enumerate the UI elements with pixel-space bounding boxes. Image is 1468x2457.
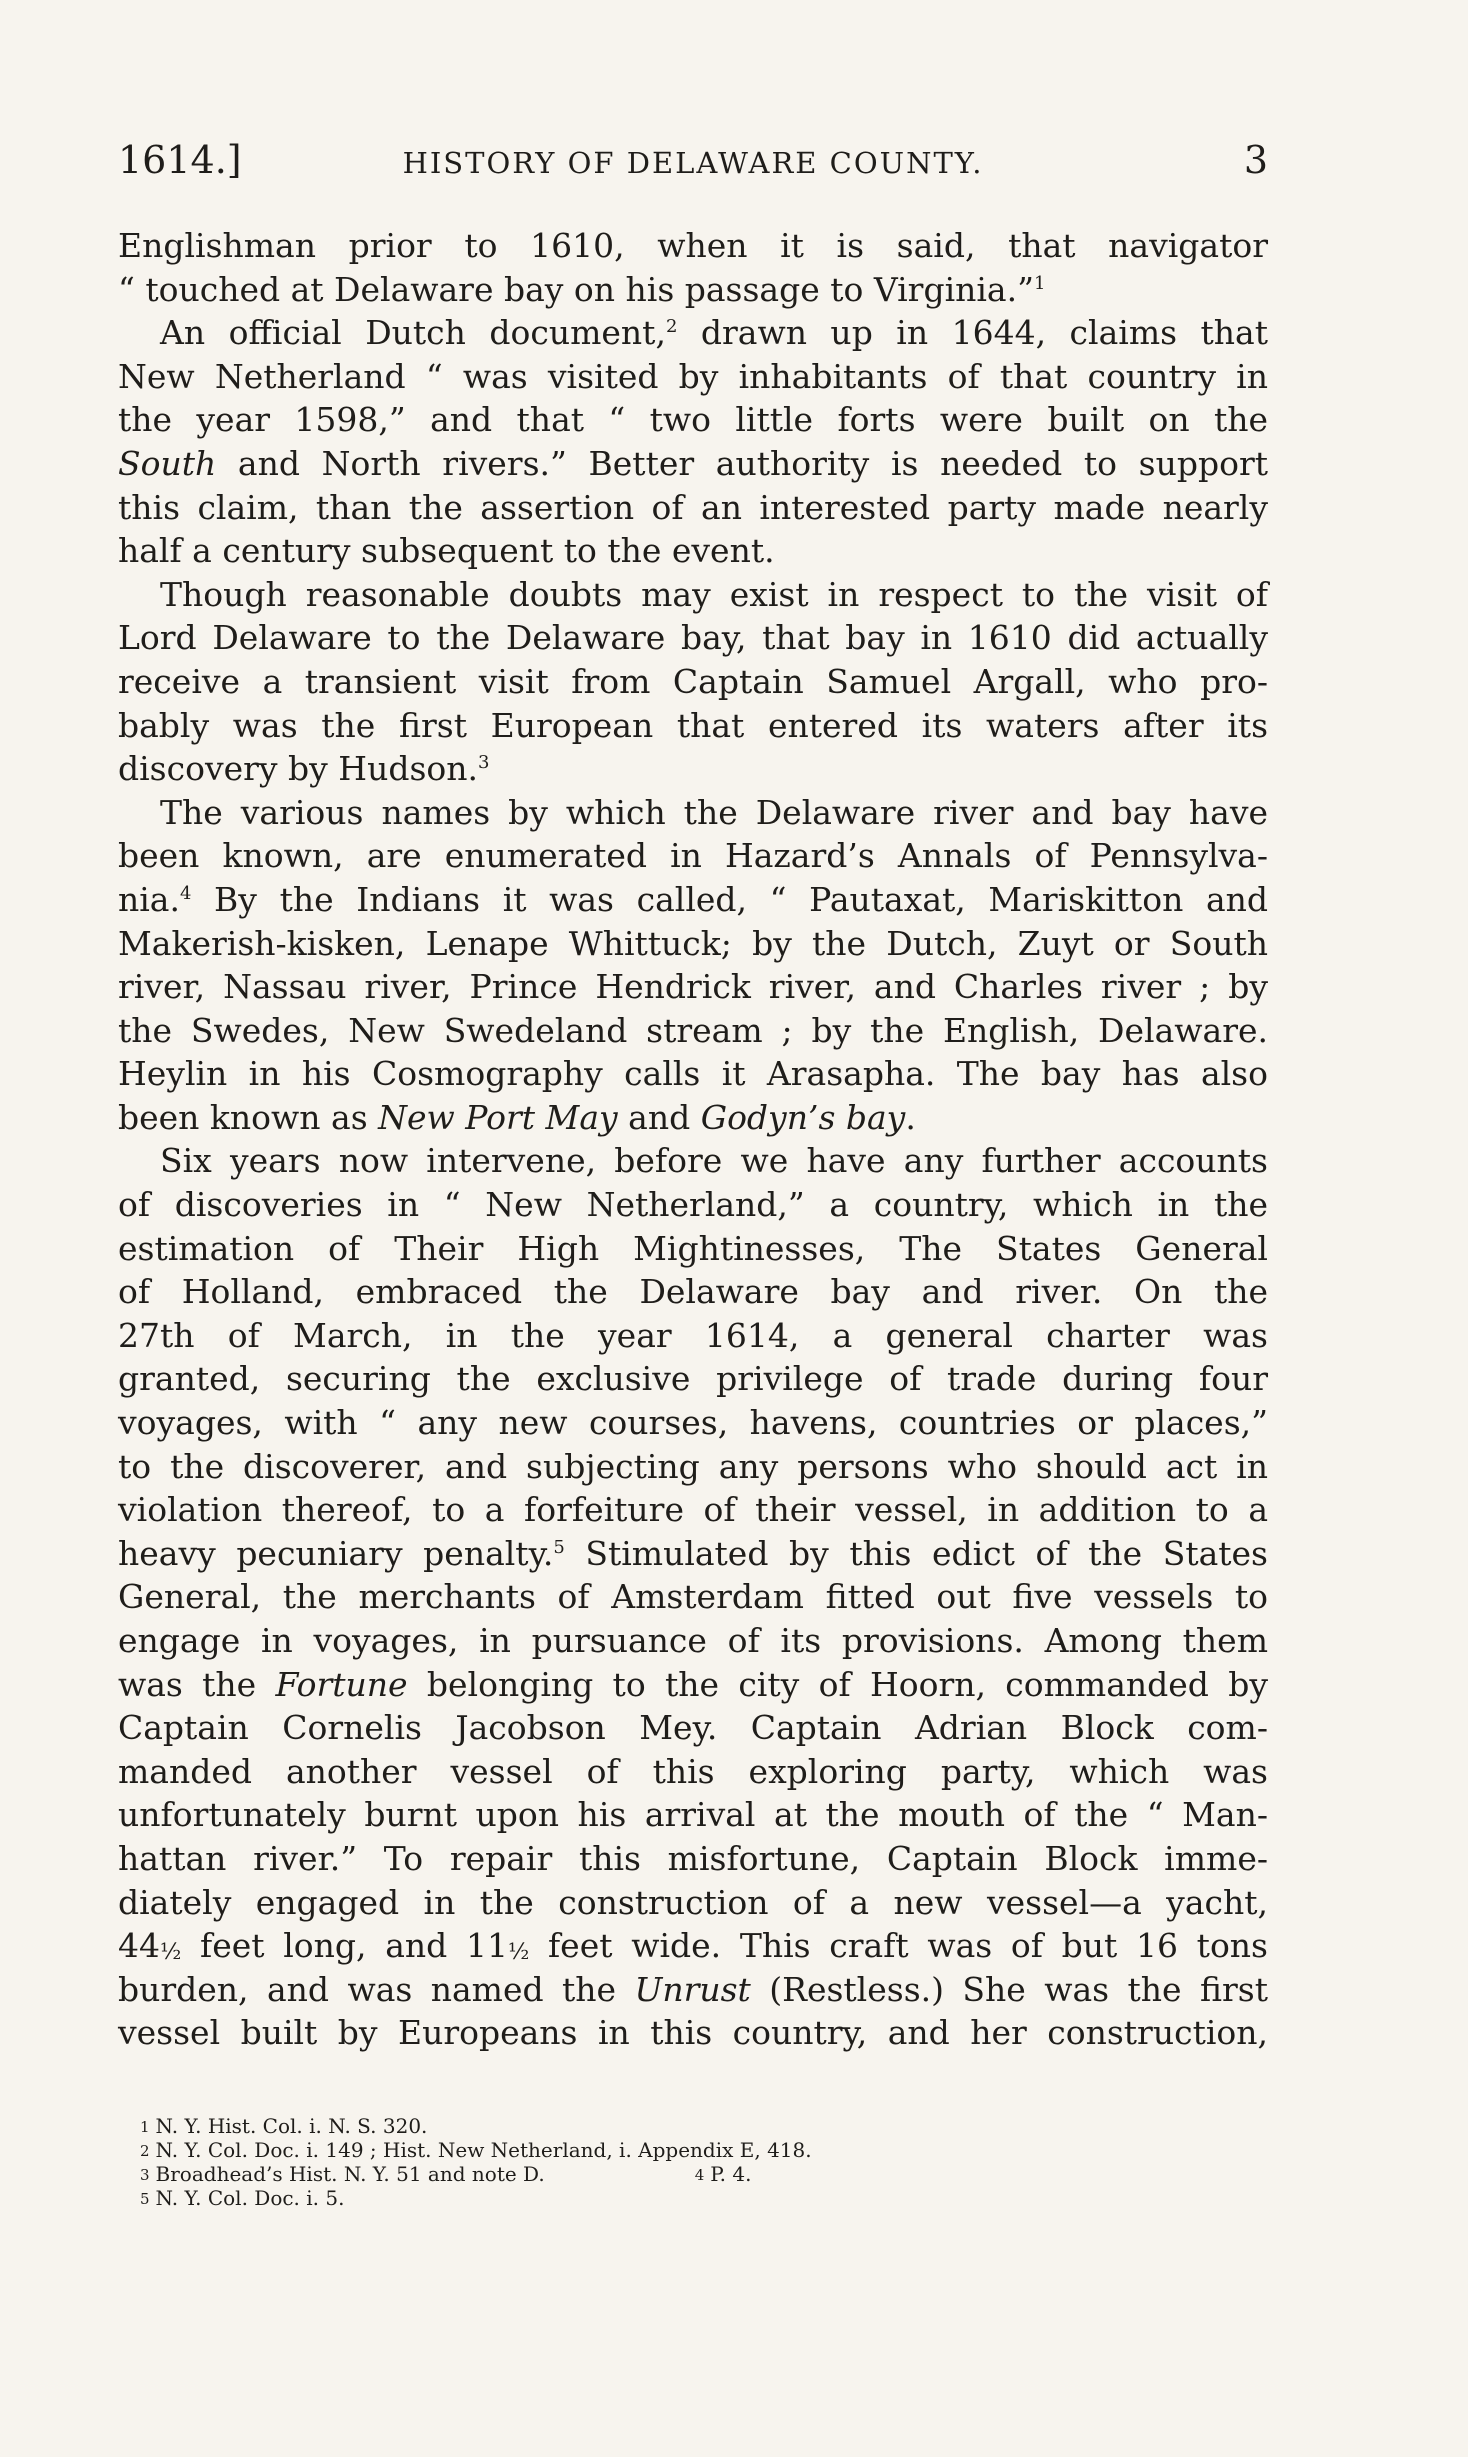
footnote <box>140 2186 1190 2210</box>
text-line: violation thereof, to a forfeiture of their vessel, in addition to a <box>118 1490 1268 1530</box>
text-line: diately engaged in the construction of a new vessel—a yacht, <box>118 1882 1268 1922</box>
footnote-number: 5 <box>140 2190 150 2208</box>
footnote-number: 3 <box>140 2166 150 2184</box>
text-line: Though reasonable doubts may exist in respect to the visit of <box>160 574 1268 614</box>
footnote-text: N. Y. Hist. Col. i. N. S. 320. <box>155 2114 428 2138</box>
text-line: vessel built by Europeans in this country, and her construction, <box>118 2013 1268 2053</box>
text-line: been known as New Port May and Godyn’s bay. <box>118 1097 916 1137</box>
footnotes <box>140 2114 1190 2210</box>
footnote-number: 1 <box>140 2118 150 2136</box>
text-line: Englishman prior to 1610, when it is said, that navigator <box>118 226 1268 265</box>
text-line: Six years now intervene, before we have any further accounts <box>160 1141 1268 1181</box>
text-line: burden, and was named the Unrust (Restless.) She was the first <box>118 1969 1268 2009</box>
text-line: manded another vessel of this exploring party, which was <box>118 1751 1268 1791</box>
text-line: unfortunately burnt upon his arrival at the mouth of the “ Man- <box>118 1795 1268 1835</box>
footnote-text: P. 4. <box>710 2162 752 2186</box>
text-line: this claim, than the assertion of an interested party made nearly <box>118 487 1268 527</box>
footnote-text: Broadhead’s Hist. N. Y. 51 and note D. <box>155 2162 545 2186</box>
text-line: bably was the first European that entered its waters after its <box>118 705 1268 745</box>
text-line: of Holland, embraced the Delaware bay and river. On the <box>118 1272 1268 1312</box>
text-line: river, Nassau river, Prince Hendrick river, and Charles river ; by <box>118 967 1268 1007</box>
text-line: the Swedes, New Swedeland stream ; by the English, Delaware. <box>118 1010 1268 1050</box>
text-line: 44½ feet long, and 11½ feet wide. This craft was of but 16 tons <box>118 1926 1268 1966</box>
body-text <box>118 224 1268 2055</box>
running-title: HISTORY OF DELAWARE COUNTY. <box>402 146 984 180</box>
text-line: New Netherland “ was visited by inhabitants of that country in <box>118 356 1268 396</box>
text-line: South and North rivers.” Better authority is needed to support <box>118 443 1268 483</box>
text-line: heavy pecuniary penalty.$^5$ Stimulated by this edict of the States <box>118 1533 1268 1573</box>
text-line: An official Dutch document,$^2$ drawn up in 1644, claims that <box>160 313 1268 353</box>
text-line: 27th of March, in the year 1614, a general charter was <box>118 1315 1268 1355</box>
text-line: General, the merchants of Amsterdam fitted out five vessels to <box>118 1577 1268 1617</box>
footnote <box>140 2138 1190 2162</box>
text-line: engage in voyages, in pursuance of its provisions. Among them <box>118 1621 1268 1660</box>
text-line: estimation of Their High Mightinesses, The States General <box>118 1228 1268 1268</box>
text-line: Captain Cornelis Jacobson Mey. Captain Adrian Block com- <box>118 1708 1268 1748</box>
text-line: the year 1598,” and that “ two little forts were built on the <box>118 400 1268 440</box>
text-line: nia.$^4$ By the Indians it was called, “ Pautaxat, Mariskitton and <box>118 879 1268 919</box>
footnote-text: N. Y. Col. Doc. i. 149 ; Hist. New Netherland, i. Appendix E, 418. <box>155 2138 812 2162</box>
footnote <box>140 2114 1190 2138</box>
footnote-text: N. Y. Col. Doc. i. 5. <box>155 2186 345 2210</box>
footnote <box>140 2162 1190 2186</box>
text-line: been known, are enumerated in Hazard’s Annals of Pennsylva- <box>118 836 1268 876</box>
text-line: of discoveries in “ New Netherland,” a country, which in the <box>118 1185 1268 1225</box>
page-number: 3 <box>1243 138 1268 182</box>
text-line: The various names by which the Delaware river and bay have <box>160 792 1268 832</box>
text-line: receive a transient visit from Captain Samuel Argall, who pro- <box>118 661 1268 701</box>
text-line: Lord Delaware to the Delaware bay, that bay in 1610 did actually <box>118 618 1268 658</box>
text-line: Makerish-kisken, Lenape Whittuck; by the Dutch, Zuyt or South <box>118 923 1268 963</box>
text-line: to the discoverer, and subjecting any persons who should act in <box>118 1446 1268 1486</box>
text-line: granted, securing the exclusive privilege of trade during four <box>118 1359 1268 1399</box>
text-line: was the Fortune belonging to the city of Hoorn, commanded by <box>118 1664 1268 1704</box>
text-line: hattan river.” To repair this misfortune, Captain Block imme- <box>118 1838 1268 1878</box>
footnote-number: 2 <box>140 2142 150 2160</box>
text-line: half a century subsequent to the event. <box>118 531 775 571</box>
running-header <box>118 138 1268 198</box>
text-line: Heylin in his Cosmography calls it Arasapha. The bay has also <box>118 1054 1268 1094</box>
footnote-number: 4 <box>694 2166 705 2184</box>
text-line: voyages, with “ any new courses, havens, countries or places,” <box>118 1403 1268 1443</box>
header-year: 1614.] <box>118 138 242 182</box>
text-line: “ touched at Delaware bay on his passage to Virginia.”$^1$ <box>118 269 1046 309</box>
text-line: discovery by Hudson.$^3$ <box>118 749 490 789</box>
